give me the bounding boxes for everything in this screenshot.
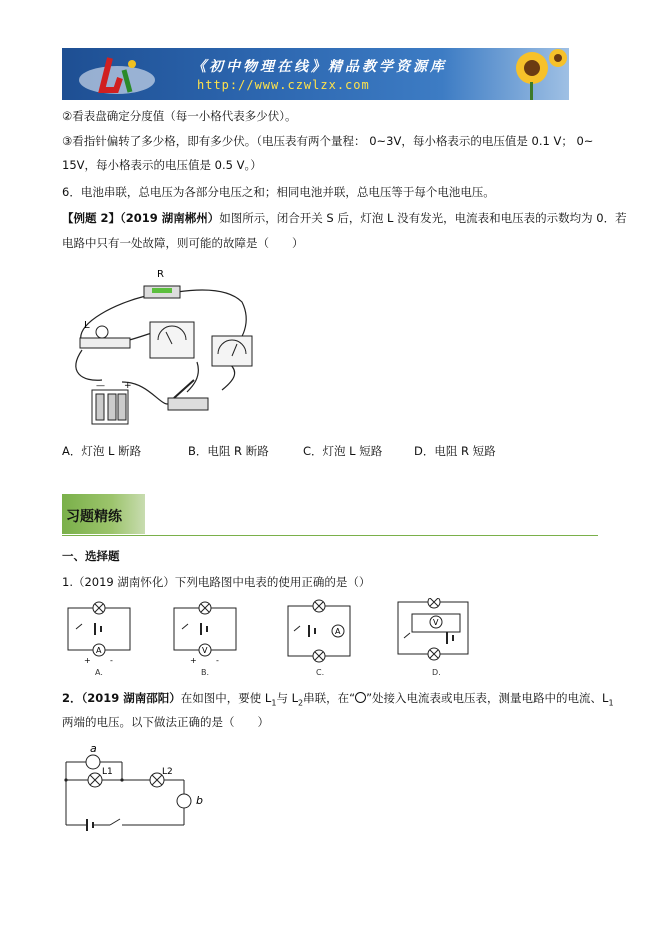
circuit-d (398, 598, 468, 660)
q2-text-c: 串联，在“ (303, 691, 356, 705)
option-a: A．灯泡 L 断路 (62, 444, 142, 458)
q2-sub1: 1 (271, 698, 277, 708)
circuit-c (288, 600, 350, 662)
circuit-a (68, 602, 130, 665)
label-L2: L2 (162, 767, 173, 777)
caption-b: B. (201, 668, 210, 677)
step2-line: ②看表盘确定分度值（每一小格代表多少伏）。 (62, 109, 297, 123)
label-b: b (196, 794, 203, 807)
example-source: （2019 湖南郴州） (120, 211, 220, 225)
section-heading (62, 494, 145, 534)
sunflower-icon (492, 48, 569, 100)
section-rule (62, 535, 598, 536)
example-text-1: 如图所示，闭合开关 S 后，灯泡 L 没有发光，电流表和电压表的示数均为 0．若 (219, 211, 627, 225)
banner-title: 《初中物理在线》精品教学资源库 (192, 59, 447, 75)
example-circuit-figure (62, 262, 282, 432)
section-subtitle: 一、选择题 (62, 549, 120, 563)
minus-b: - (216, 656, 219, 665)
example-line-1 (62, 210, 627, 226)
q2-line-1 (62, 690, 614, 711)
label-minus: — (96, 381, 105, 391)
q2-sub2: 2 (298, 698, 304, 708)
example-tag: 【例题 2】 (62, 211, 121, 225)
q2-text-d: ”处接入电流表或电压表，测量电路中的电流、L (366, 691, 609, 705)
q2-number: 2． (62, 691, 82, 705)
minus-a: - (110, 656, 113, 665)
ammeter-shape (150, 322, 194, 358)
label-plus: + (124, 381, 132, 391)
q1-text: 1.（2019 湖南怀化）下列电路图中电表的使用正确的是（） (62, 575, 371, 589)
caption-c: C. (316, 668, 325, 677)
q2-circuit (62, 740, 212, 835)
label-a: a (90, 742, 97, 755)
section-title: 习题精练 (66, 509, 122, 525)
label-L1: L1 (102, 767, 113, 777)
q2-text-a: 在如图中，要使 L (180, 691, 272, 705)
option-d: D．电阻 R 短路 (414, 444, 496, 458)
q1-circuits (62, 598, 482, 668)
label-R: R (157, 269, 164, 280)
label-L: L (84, 320, 90, 331)
header-banner (62, 48, 569, 100)
plus-b: + (190, 656, 197, 665)
step3-line-a: ③看指针偏转了多少格，即有多少伏。（电压表有两个量程： 0~3V，每小格表示的电压值是 0.1 V； 0~ (62, 134, 594, 148)
q2-line-2: 两端的电压。以下做法正确的是（ ） (62, 715, 269, 729)
q2-text-b: 与 L (276, 691, 298, 705)
plus-a: + (84, 656, 91, 665)
q2-sub3: 1 (608, 698, 614, 708)
logo-icon (72, 52, 162, 98)
meter-placeholder-icon (355, 692, 366, 703)
meter-a-label: A (96, 646, 102, 655)
rule6-line: 6．电池串联，总电压为各部分电压之和；相同电池并联，总电压等于每个电池电压。 (62, 185, 495, 199)
option-b: B．电阻 R 断路 (188, 444, 269, 458)
meter-d-label: V (433, 618, 439, 627)
meter-b-label: V (202, 646, 208, 655)
banner-url: http://www.czwlzx.com (197, 78, 370, 92)
circuit-b (174, 602, 236, 665)
caption-a: A. (95, 668, 103, 677)
switch-shape (168, 398, 208, 410)
meter-a-circle (86, 755, 100, 769)
q2-source: （2019 湖南邵阳） (81, 691, 181, 705)
caption-d: D. (432, 668, 441, 677)
option-c: C．灯泡 L 短路 (303, 444, 383, 458)
bulb-icon (96, 326, 108, 338)
step3-line-b: 15V，每小格表示的电压值是 0.5 V。） (62, 158, 262, 172)
meter-c-label: A (335, 627, 341, 636)
example-line-2: 电路中只有一处故障，则可能的故障是（ ） (62, 236, 304, 250)
meter-b-circle (177, 794, 191, 808)
